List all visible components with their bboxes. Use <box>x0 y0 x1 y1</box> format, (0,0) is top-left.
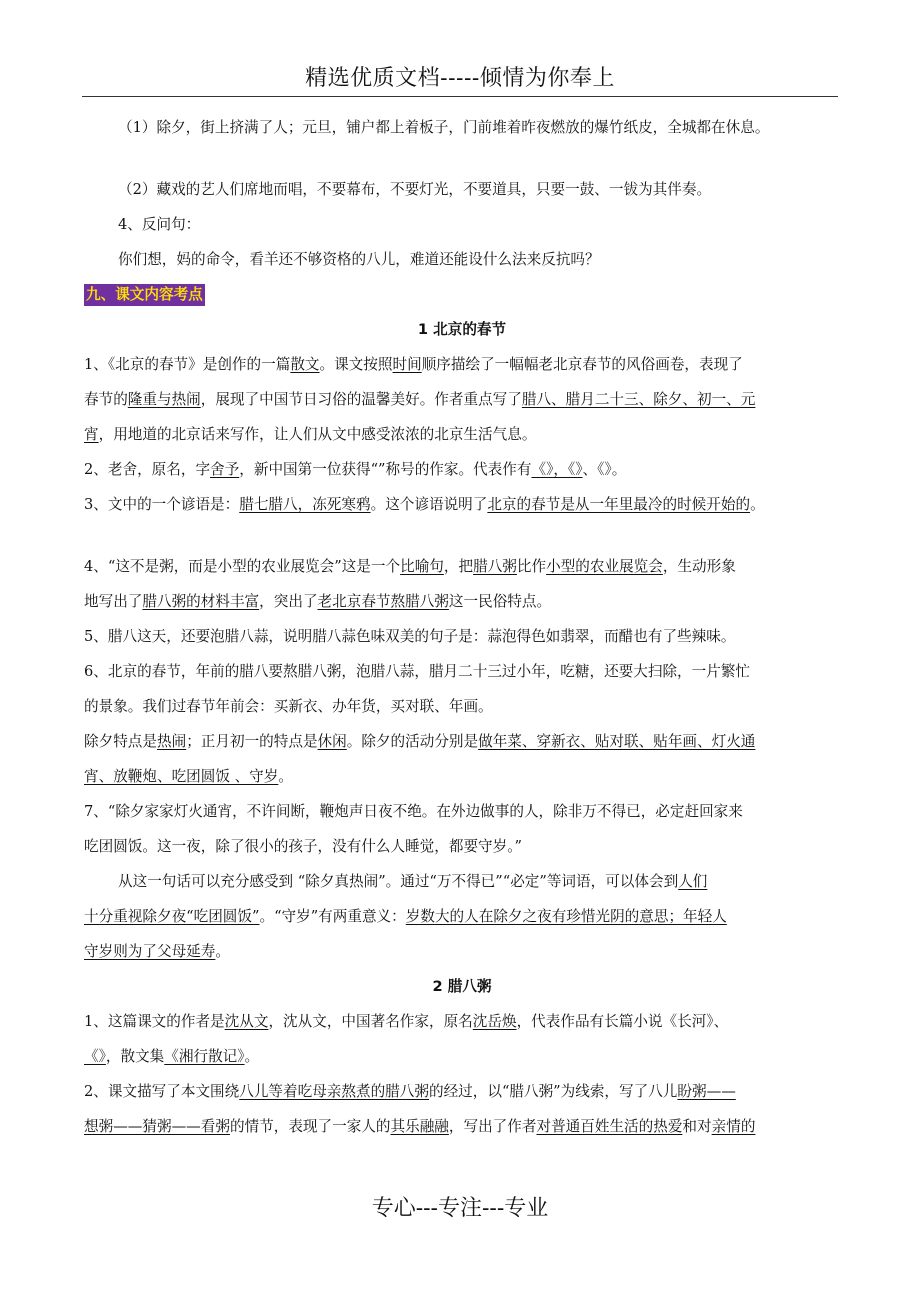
page-footer: 专心---专注---专业 <box>371 1196 549 1221</box>
lesson1-point1-cont2: 宵，用地道的北京话来写作，让人们从文中感受浓浓的北京生活气息。 <box>84 426 537 443</box>
example-sentence-1: （1）除夕，街上挤满了人；元旦，铺户都上着板子，门前堆着昨夜燃放的爆竹纸皮，全城都在休息。 <box>118 119 770 136</box>
lesson2-point2-cont: 想粥——猜粥——看粥的情节，表现了一家人的其乐融融，写出了作者对普通百姓生活的热爱和对亲情的 <box>84 1118 756 1135</box>
lesson1-point3: 3、文中的一个谚语是：腊七腊八，冻死寒鸦。这个谚语说明了北京的春节是从一年里最冷的时候开始的。 <box>84 496 765 513</box>
lesson1-title: 1 北京的春节 <box>417 321 507 338</box>
lesson1-point6-features: 除夕特点是热闹；正月初一的特点是休闲。除夕的活动分别是做年菜、穿新衣、贴对联、贴年画、灯火通 <box>84 733 756 750</box>
lesson2-point2: 2、课文描写了本文围绕八儿等着吃母亲熬煮的腊八粥的经过，以“腊八粥”为线索，写了八儿盼粥—— <box>84 1083 736 1100</box>
lesson1-point6-features-cont: 宵、放鞭炮、吃团圆饭 、守岁。 <box>84 768 293 785</box>
lesson1-point6: 6、北京的春节，年前的腊八要熬腊八粥，泡腊八蒜，腊月二十三过小年，吃糖，还要大扫除，一片繁忙 <box>84 663 751 680</box>
lesson1-point2: 2、老舍，原名，字舍予，新中国第一位获得“”称号的作家。代表作有《》，《》、《》。 <box>84 461 627 478</box>
lesson1-point7-cont: 吃团圆饭。这一夜，除了很小的孩子，没有什么人睡觉，都要守岁。” <box>84 838 522 855</box>
page-header: 精选优质文档-----倾情为你奉上 <box>82 62 838 97</box>
lesson1-point5: 5、腊八这天，还要泡腊八蒜，说明腊八蒜色味双美的句子是：蒜泡得色如翡翠，而醋也有了些辣味。 <box>84 628 736 645</box>
lesson2-title: 2 腊八粥 <box>432 978 492 995</box>
section-badge: 九、课文内容考点 <box>84 284 205 306</box>
lesson1-point4-cont: 地写出了腊八粥的材料丰富，突出了老北京春节熬腊八粥这一民俗特点。 <box>84 593 552 610</box>
document-body <box>84 110 840 1144</box>
rhetorical-question-text: 你们想，妈的命令，看羊还不够资格的八儿，难道还能设什么法来反抗吗？ <box>118 251 600 268</box>
lesson2-point1-cont: 《》，散文集《湘行散记》。 <box>84 1048 260 1065</box>
lesson1-point7-analysis-cont: 十分重视除夕夜“吃团圆饭”。“守岁”有两重意义：岁数大的人在除夕之夜有珍惜光阴的意思；年轻人 <box>84 908 727 925</box>
section-heading <box>84 277 840 312</box>
lesson1-point4: 4、“这不是粥，而是小型的农业展览会”这是一个比喻句，把腊八粥比作小型的农业展览会，生动形象 <box>84 558 736 575</box>
lesson1-point7-analysis: 从这一句话可以充分感受到 “除夕真热闹”。通过“万不得已”“必定”等词语，可以体会到人们 <box>118 873 708 890</box>
example-sentence-2: （2）藏戏的艺人们席地而唱，不要幕布，不要灯光，不要道具，只要一鼓、一钹为其伴奏。 <box>118 181 712 198</box>
lesson1-point6-cont: 的景象。我们过春节年前会：买新衣、办年货，买对联、年画。 <box>84 698 493 715</box>
lesson1-point1: 1、《北京的春节》是创作的一篇散文。课文按照时间顺序描绘了一幅幅老北京春节的风俗画卷，表现了 <box>84 356 743 373</box>
lesson2-point1: 1、这篇课文的作者是沈从文，沈从文，中国著名作家，原名沈岳焕，代表作品有长篇小说《长河》、 <box>84 1013 729 1030</box>
lesson1-point1-cont: 春节的隆重与热闹，展现了中国节日习俗的温馨美好。作者重点写了腊八、腊月二十三、除夕、初一、元 <box>84 391 756 408</box>
lesson1-point7: 7、“除夕家家灯火通宵，不许间断，鞭炮声日夜不绝。在外边做事的人，除非万不得已，必定赶回家来 <box>84 803 743 820</box>
lesson1-point7-analysis-cont2: 守岁则为了父母延寿。 <box>84 943 230 960</box>
rhetorical-question-label: 4、反问句： <box>118 216 201 233</box>
